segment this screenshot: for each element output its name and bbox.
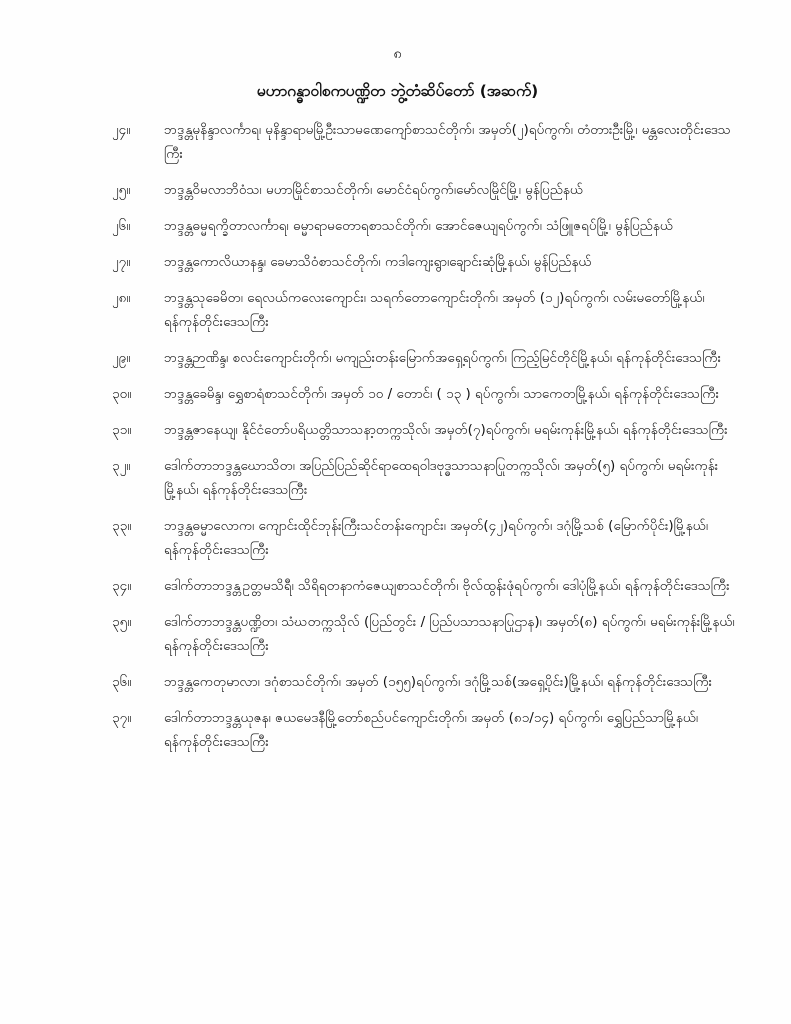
list-item [112, 670, 743, 694]
entry-number: ၂၈။ [112, 290, 131, 306]
entry-number: ၃၁။ [112, 422, 132, 438]
entry-number: ၂၆။ [112, 218, 131, 234]
entry-text: ဒေါက်တာဘဒ္ဒန္တဥတ္တမသိရီ၊ သိရိရတနာကံဇေယျစာသင်တိုက်၊ ဗိုလ်ထွန်းဖုံရပ်ကွက်၊ ဒေါပုံမြို့နယ်၊ ရန်ကုန်တိုင်းဒေသကြီး [164, 578, 730, 594]
list-item [112, 514, 743, 562]
entry-number: ၂၉။ [112, 350, 131, 366]
entry-number: ၃၆။ [112, 674, 132, 690]
entry-text: ဘဒ္ဒန္တဓမ္မာလောက၊ ကျောင်းထိုင်ဘုန်းကြီးသင်တန်းကျောင်း၊ အမှတ်(၄၂)ရပ်ကွက်၊ ဒဂုံမြို့သစ် (မြောက်ပိုင်း)မြို့နယ်၊ ရန်ကုန်တိုင်းဒေသကြီး [164, 518, 708, 558]
list-item [112, 382, 743, 406]
entry-text: ဘဒ္ဒန္တကောလိယာနန္ဒ၊ ခေမာသိဝံစာသင်တိုက်၊ ကဒါကျေးရွာ၊ချောင်းဆုံမြို့နယ်၊ မွန်ပြည်နယ် [164, 254, 592, 270]
entry-text: ဒေါက်တာဘဒ္ဒန္တဃောသိတ၊ အပြည်ပြည်ဆိုင်ရာထေရဝါဒဗုဒ္ဓသာသနာပြုတက္ကသိုလ်၊ အမှတ်(၅) ရပ်ကွက်၊ မရမ်းကုန်းမြို့နယ်၊ ရန်ကုန်တိုင်းဒေသကြီး [164, 458, 719, 498]
entry-number: ၃၅။ [112, 614, 132, 630]
entry-number: ၃၀။ [112, 386, 132, 402]
page-title: မဟာဂန္ဓာဝါစကပဏ္ဍိတ ဘွဲ့တံဆိပ်တော် (အဆက်) [256, 82, 539, 100]
entry-text: ဘဒ္ဒန္တဇာနေယျ၊ နိုင်ငံတော်ပရိယတ္တိသာသနာ့တက္ကသိုလ်၊ အမှတ်(၇)ရပ်ကွက်၊ မရမ်းကုန်းမြို့နယ်၊ ရန်ကုန်တိုင်းဒေသကြီး [164, 422, 728, 438]
list-item [112, 418, 743, 442]
entry-text: ဘဒ္ဒန္တကေတုမာလာ၊ ဒဂုံစာသင်တိုက်၊ အမှတ် (၁၅၅)ရပ်ကွက်၊ ဒဂုံမြို့သစ်(အရှေ့ပိုင်း)မြို့နယ်၊ ရန်ကုန်တိုင်းဒေသကြီး [164, 674, 713, 690]
list-item [112, 574, 743, 598]
list-item [112, 286, 743, 334]
entry-text: ဘဒ္ဒန္တဓမ္မရက္ခိတာလင်္ကာရ၊ ဓမ္မာရာမတောရစာသင်တိုက်၊ အောင်ဇေယျရပ်ကွက်၊ သံဖြူဇရပ်မြို့၊ မွန်ပြည်နယ် [164, 218, 673, 234]
entry-number: ၂၄။ [112, 122, 131, 138]
list-item [112, 178, 743, 202]
entry-text: ဘဒ္ဒန္တမုနိန္ဒာလင်္ကာရ၊ မုနိန္ဒာရာမမြို့ဦးသာမဏေကျော်စာသင်တိုက်၊ အမှတ်(၂)ရပ်ကွက်၊ တံတားဦးမြို့၊ မန္တလေးတိုင်းဒေသကြီး [164, 122, 731, 162]
entry-text: ဘဒ္ဒန္တသုခေမိတ၊ ရေလယ်ကလေးကျောင်း၊ သရက်တောကျောင်းတိုက်၊ အမှတ် (၁၂)ရပ်ကွက်၊ လမ်းမတော်မြို့နယ်၊ ရန်ကုန်တိုင်းဒေသကြီး [164, 290, 705, 330]
entry-text: ဘဒ္ဒန္တဉာဏိန္ဒ၊ စလင်းကျောင်းတိုက်၊ မကျည်းတန်းမြောက်အရှေ့ရပ်ကွက်၊ ကြည့်မြင်တိုင်မြို့နယ်၊ ရန်ကုန်တိုင်းဒေသကြီး [164, 350, 722, 366]
entry-text: ဘဒ္ဒန္တခေမိန္ဒ၊ ရွှေစာရံစာသင်တိုက်၊ အမှတ် ၁၀ / တောင်၊ ( ၁၃ ) ရပ်ကွက်၊ သာကေတမြို့နယ်၊ ရန်ကုန်တိုင်းဒေသကြီး [164, 386, 719, 402]
list-item [112, 250, 743, 274]
page-number: ၈ [393, 46, 402, 62]
list-item [112, 454, 743, 502]
entry-number: ၃၃။ [112, 518, 132, 534]
list-item [112, 214, 743, 238]
entry-text: ဒေါက်တာဘဒ္ဒန္တယုဇန၊ ဇယမေဒနီမြို့တော်စည်ပင်ကျောင်းတိုက်၊ အမှတ် (၈၁/၁၄) ရပ်ကွက်၊ ရွှေပြည်သာမြို့နယ်၊ ရန်ကုန်တိုင်းဒေသကြီး [164, 710, 699, 750]
entry-text: ဘဒ္ဒန္တဝိမလာဘိဝံသ၊ မဟာမြိုင်စာသင်တိုက်၊ မောင်ငံရပ်ကွက်၊မော်လမြိုင်မြို့၊ မွန်ပြည်နယ် [164, 182, 583, 198]
entry-number: ၂၅။ [112, 182, 131, 198]
entry-list [112, 118, 743, 754]
entry-number: ၂၇။ [112, 254, 131, 270]
entry-text: ဒေါက်တာဘဒ္ဒန္တပဏ္ဍိတ၊ သံဃတက္ကသိုလ် (ပြည်တွင်း / ပြည်ပသာသနာပြုဌာန)၊ အမှတ်(၈) ရပ်ကွက်၊ မရမ်းကုန်းမြို့နယ်၊ ရန်ကုန်တိုင်းဒေသကြီး [164, 614, 735, 654]
list-item [112, 706, 743, 754]
list-item [112, 118, 743, 166]
entry-number: ၃၄။ [112, 578, 132, 594]
list-item [112, 346, 743, 370]
entry-number: ၃၂။ [112, 458, 131, 474]
list-item [112, 610, 743, 658]
entry-number: ၃၇။ [112, 710, 132, 726]
